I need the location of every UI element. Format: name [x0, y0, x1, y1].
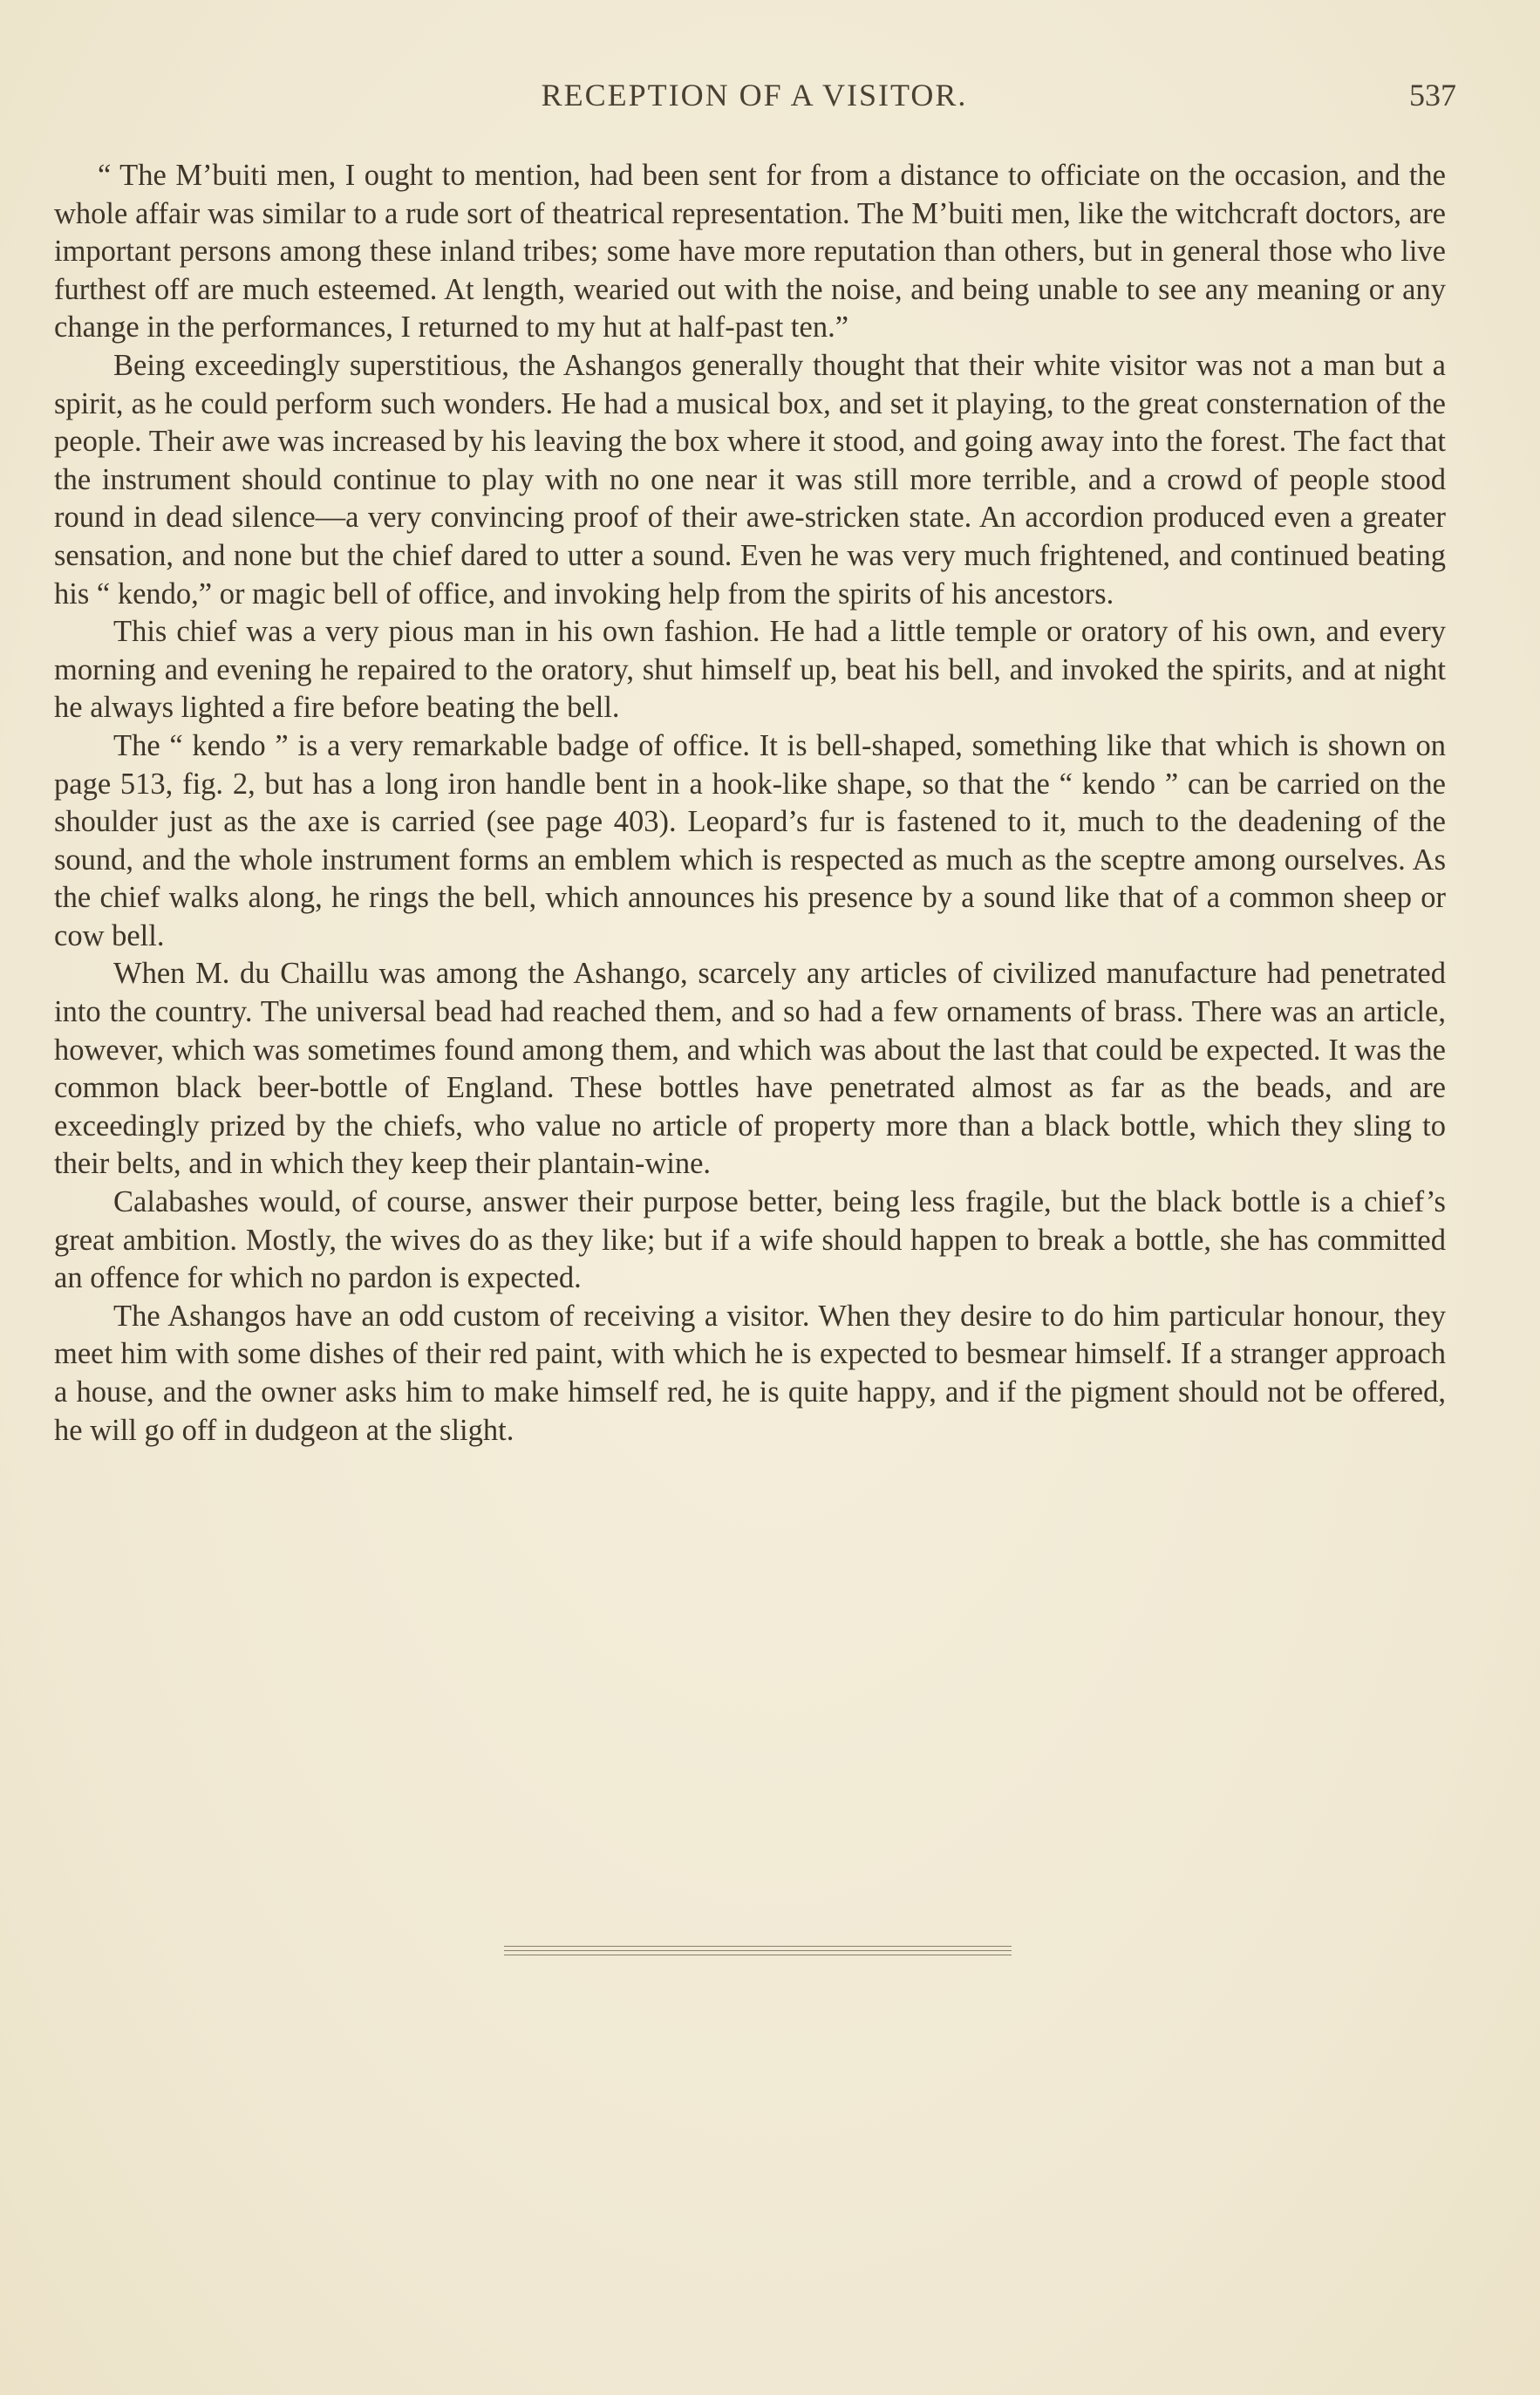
paragraph: This chief was a very pious man in his own fashion. He had a little temple or oratory of his own, and every morning and evening he repaired to the oratory, shut himself up, beat his bell, and invoked the spirits, and at night he always lighted a fire before beating the bell.: [54, 615, 1446, 725]
paragraph: The “ kendo ” is a very remarkable badge of office. It is bell-shaped, something like that which is shown on page 513, fig. 2, but has a long iron handle bent in a hook-like shape, so that the “ kendo ” can be carried on the shoulder just as the axe is carried (see page 403). Leopard’s fur is fastened to it, much to the deadening of the sound, and the whole instrument forms an emblem which is respected as much as the sceptre among ourselves. As the chief walks along, he rings the bell, which announces his presence by a sound like that of a common sheep or cow bell.: [54, 728, 1446, 952]
paragraph: The Ashangos have an odd custom of receiving a visitor. When they desire to do him particular honour, they meet him with some dishes of their red paint, with which he is expected to besmear himself. If a stranger approach a house, and the owner asks him to make himself red, he is quite happy, and if the pigment should not be offered, he will go off in dudgeon at the slight.: [54, 1299, 1446, 1447]
section-end-rule: [504, 1946, 1012, 1956]
paragraph: Calabashes would, of course, answer their purpose better, being less fragile, but the black bottle is a chief’s great ambition. Mostly, the wives do as they like; but if a wife should happen to break a bottle, she has committed an offence for which no pardon is expected.: [54, 1185, 1446, 1295]
paragraph: When M. du Chaillu was among the Ashango, scarcely any articles of civilized manufacture had penetrated into the country. The universal bead had reached them, and so had a few ornaments of brass. There was an article, however, which was sometimes found among them, and which was about the last that could be expected. It was the common black beer-bottle of England. These bottles have penetrated almost as far as the beads, and are exceedingly prized by the chiefs, who value no article of property more than a black bottle, which they sling to their belts, and in which they keep their plantain-wine.: [54, 957, 1446, 1181]
body-text: [54, 157, 1446, 1450]
paragraph-quote: “ The M’buiti men, I ought to mention, had been sent for from a distance to officiate on the occasion, and the whole affair was similar to a rude sort of theatrical representation. The M’buiti men, like the witchcraft doctors, are important persons among these inland tribes; some have more reputation than others, but in general those who live furthest off are much esteemed. At length, wearied out with the noise, and being unable to see any meaning or any change in the performances, I returned to my hut at half-past ten.”: [54, 159, 1446, 345]
page-number: 537: [1409, 78, 1456, 113]
rule-line: [504, 1946, 1012, 1947]
rule-line: [504, 1950, 1012, 1951]
running-head: RECEPTION OF A VISITOR.: [541, 78, 968, 113]
page-header: [52, 77, 1456, 120]
paragraph: Being exceedingly superstitious, the Ashangos generally thought that their white visitor was not a man but a spirit, as he could perform such wonders. He had a musical box, and set it playing, to the great consternation of the people. Their awe was increased by his leaving the box where it stood, and going away into the forest. The fact that the instrument should continue to play with no one near it was still more terrible, and a crowd of people stood round in dead silence—a very convincing proof of their awe-stricken state. An accordion produced even a greater sensation, and none but the chief dared to utter a sound. Even he was very much frightened, and continued beating his “ kendo,” or magic bell of office, and invoking help from the spirits of his ancestors.: [54, 348, 1446, 611]
